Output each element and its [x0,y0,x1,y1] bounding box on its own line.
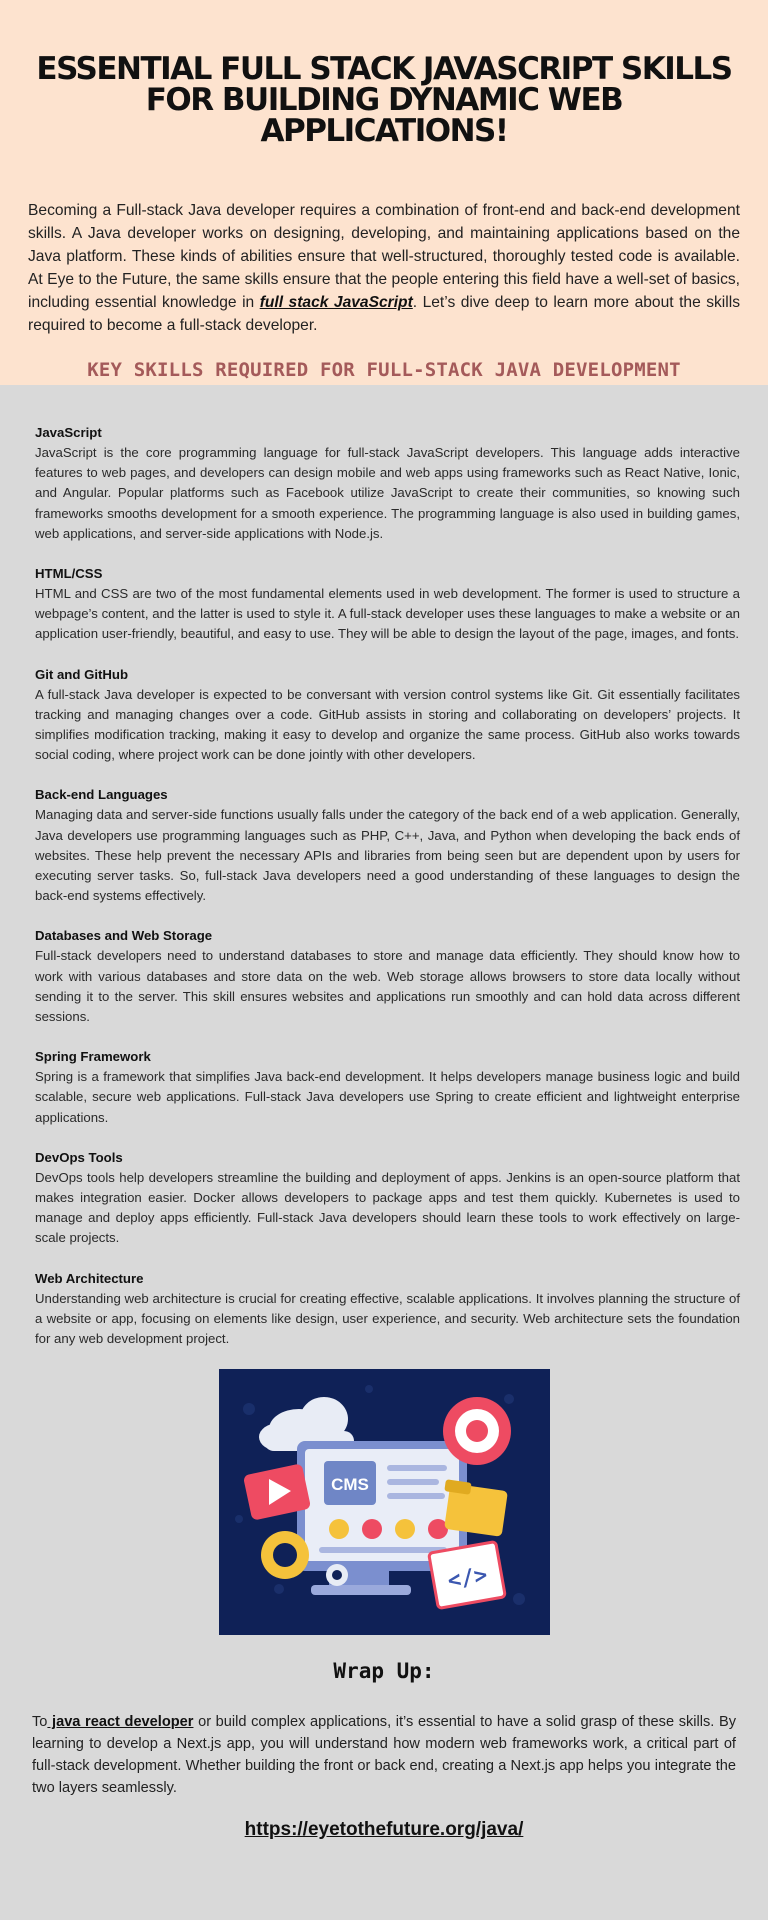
cms-illustration [219,1369,550,1635]
key-skills-heading: KEY SKILLS REQUIRED FOR FULL-STACK JAVA DEVELOPMENT [87,359,681,381]
skill-back-end-languages [35,785,740,906]
skill-description: DevOps tools help developers streamline the building and deployment of apps. Jenkins is an open-source platform that makes integration easier. Docker allows developers to package apps and test them quickly. Kubernetes is used to manage and deploy apps efficiently. Full-stack Java developers should learn these tools to work effectively on large-scale projects. [35,1169,740,1246]
site-url-link[interactable]: https://eyetothefuture.org/java/ [244,1819,524,1841]
code-icon [428,1542,505,1609]
skill-description: HTML and CSS are two of the most fundamental elements used in web development. The former is used to structure a webpage’s content, and the latter is used to style it. A full-stack developer uses these languages to make a website or an application user-friendly, beautiful, and easy to use. They will be able to design the layout of the page, images, and fonts. [35,586,740,642]
wrap-up-paragraph [32,1711,736,1799]
skill-title: Databases and Web Storage [35,928,213,944]
skill-description: Understanding web architecture is crucial for creating effective, scalable applications. It involves planning the structure of a website or app, focusing on elements like design, user experience, and security. Web architecture sets the foundation for any web development project. [35,1290,740,1347]
wrap-text-end: or build complex applications, it’s essential to have a solid grasp of these skills. By learning to develop a Next.js app, you will understand how modern web frameworks work, a critical part of full-stack development. Whether building the front or back end, creating a Next.js app helps you integrate the two layers seamlessly. [32,1714,736,1797]
intro-text-end: . Let’s dive deep to learn more about the skills required to become a full-stack developer. [28,294,740,334]
skill-title: Spring Framework [35,1049,151,1065]
hero-section [0,0,768,385]
skills-list [0,385,768,1349]
skill-spring [35,1047,740,1128]
full-stack-javascript-link[interactable]: full stack JavaScript [259,294,413,311]
skill-description: Spring is a framework that simplifies Java back-end development. It helps developers manage business logic and build scalable, secure web applications. Full-stack Java developers use Spring to create efficient and lightweight enterprise applications. [35,1069,740,1125]
skill-description: A full-stack Java developer is expected to be conversant with version control systems like Git. Git essentially facilitates tracking and managing changes over a code. GitHub assists in storing and collaborating on developers’ projects. It simplifies modification tracking, making it easy to develop and organize the same process. GitHub also works towards social coding, where project work can be done jointly with other developers. [35,686,740,763]
skill-web-architecture [35,1269,740,1350]
skill-title: HTML/CSS [35,566,103,582]
skill-title: Git and GitHub [35,666,129,682]
skill-javascript [35,423,740,544]
skill-devops [35,1148,740,1249]
skill-git-github [35,665,740,766]
skill-databases [35,926,740,1027]
java-react-developer-link[interactable]: java react developer [47,1714,194,1731]
skill-description: JavaScript is the core programming language for full-stack JavaScript developers. This language adds interactive features to web pages, and developers can design mobile and web apps using frameworks such as React Native, Ionic, and Angular. Popular platforms such as Facebook utilize JavaScript to create their communities, so knowing such frameworks smooths development for a smooth experience. The programming language is also used in building games, web applications, and server-side applications with Node.js. [35,445,740,541]
skill-html-css [35,564,740,645]
wrap-text-start: To [32,1714,48,1731]
wrap-up-heading: Wrap Up: [333,1659,435,1684]
code-label: </> [445,1562,489,1595]
skill-title: Back-end Languages [35,787,168,803]
skill-title: JavaScript [35,425,102,440]
cms-label: CMS [330,1475,369,1495]
gear-icon [443,1397,511,1465]
page-title: ESSENTIAL FULL STACK JAVASCRIPT SKILLS FOR BUILDING DYNAMIC WEB APPLICATIONS! [36,51,732,149]
skill-description: Full-stack developers need to understand databases to store and manage data efficiently. They should know how to work with various databases and store data on the web. Web storage allows browsers to store data locally without sending it to the server. This skill ensures websites and applications run smoothly and can hold data across different sessions. [35,948,740,1025]
skill-description: Managing data and server-side functions usually falls under the category of the back end of a web application. Generally, Java developers use programming languages such as PHP, C++, Java, and Python when developing the back ends of websites. These help prevent the necessary APIs and libraries from being seen but are dependent upon by users for executing server tasks. So, full-stack Java developers need a good understanding of these languages to design the back-end systems effectively. [35,807,740,904]
skill-title: Web Architecture [35,1270,144,1286]
skill-title: DevOps Tools [35,1149,123,1165]
intro-text-start: Becoming a Full-stack Java developer requires a combination of front-end and back-end development skills. A Java developer works on designing, developing, and maintaining applications based on the Java platform. These kinds of abilities ensure that well-structured, thoroughly tested code is available. At Eye to the Future, the same skills ensure that the people entering this field have a well-set of basics, including essential knowledge in [28,202,740,311]
intro-paragraph [28,199,740,337]
